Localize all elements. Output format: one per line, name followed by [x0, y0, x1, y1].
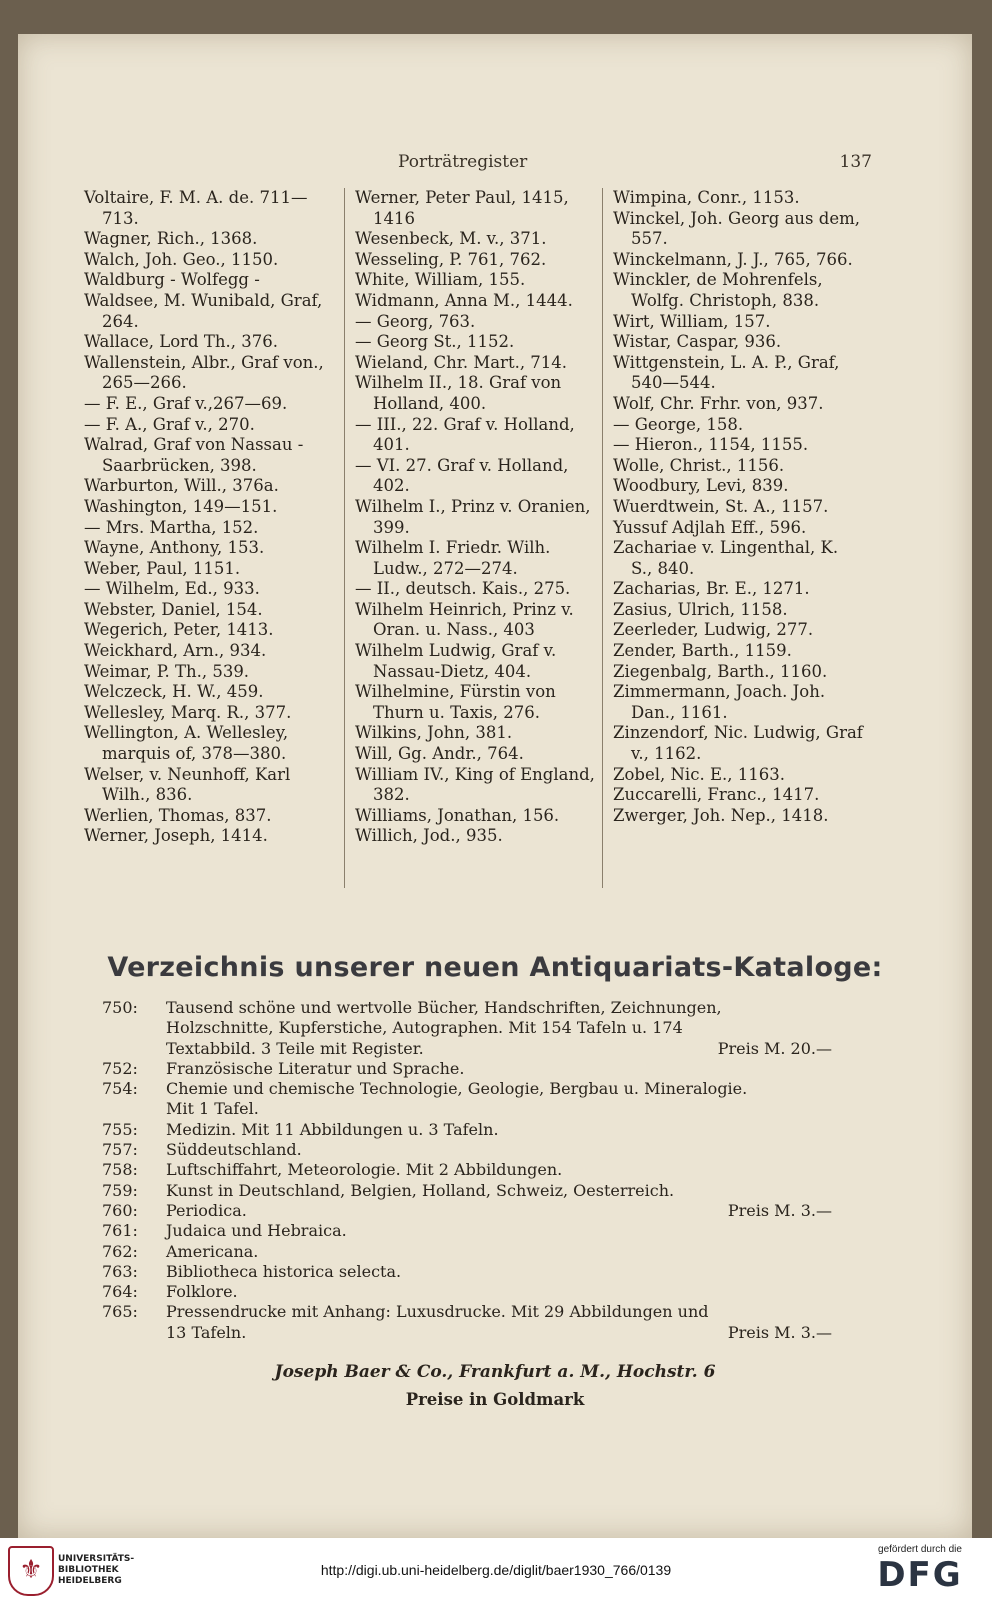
index-entry: — F. A., Graf v., 270. [84, 414, 255, 434]
index-entry: Will, Gg. Andr., 764. [355, 744, 524, 764]
index-entry: Wilhelm Ludwig, Graf v. Nassau-Dietz, 404. [355, 641, 557, 681]
index-entry: Wallenstein, Albr., Graf von., 265—266. [84, 352, 324, 393]
index-entry: Winckel, Joh. Georg aus dem, 557. [613, 208, 860, 249]
catalog-text-line: Medizin. Mit 11 Abbildungen u. 3 Tafeln. [166, 1119, 499, 1139]
catalog-item [102, 1120, 832, 1140]
index-entry: Wayne, Anthony, 153. [84, 538, 265, 558]
catalog-text-line: Kunst in Deutschland, Belgien, Holland, Schweiz, Oesterreich. [166, 1180, 675, 1200]
index-entry: Zuccarelli, Franc., 1417. [613, 785, 820, 805]
catalog-text-line: Französische Literatur und Sprache. [166, 1058, 465, 1078]
index-entry: Wittgenstein, L. A. P., Graf, 540—544. [613, 352, 840, 393]
index-entry: Zimmermann, Joach. Joh. Dan., 1161. [613, 682, 826, 722]
catalog-text-line: Tausend schöne und wertvolle Bücher, Handschriften, Zeichnungen, [166, 998, 722, 1017]
catalog-text-line: Americana. [166, 1241, 259, 1261]
catalog-item [102, 1221, 832, 1241]
page-url-link[interactable]: http://digi.ub.uni-heidelberg.de/diglit/baer1930_766/0139 [320, 1562, 672, 1578]
catalog-price: Preis M. 20.— [717, 1038, 832, 1058]
index-entry: William IV., King of England, 382. [355, 764, 595, 805]
catalog-last-line [166, 1039, 832, 1059]
index-entry: — Georg St., 1152. [355, 332, 515, 352]
catalog-number: 754: [102, 1079, 138, 1099]
index-columns [84, 188, 884, 908]
catalog-last-line [166, 1323, 832, 1343]
index-entry: Zobel, Nic. E., 1163. [613, 764, 785, 784]
index-entry: Wagner, Rich., 1368. [84, 229, 258, 249]
index-entry: Wimpina, Conr., 1153. [613, 188, 800, 207]
dfg-logo[interactable] [860, 1544, 980, 1604]
index-entry: Wieland, Chr. Mart., 714. [355, 352, 568, 372]
index-entry: Widmann, Anna M., 1444. [355, 290, 573, 310]
catalog-list [102, 998, 832, 1343]
index-entry: Zender, Barth., 1159. [613, 641, 792, 661]
catalog-text-line: Chemie und chemische Technologie, Geologie, Bergbau u. Mineralogie. [166, 1079, 748, 1099]
index-entry: Zasius, Ulrich, 1158. [613, 599, 788, 619]
index-entry: Willich, Jod., 935. [355, 826, 503, 846]
index-entry: Wilhelm II., 18. Graf von Holland, 400. [355, 373, 562, 413]
catalog-text-line: 13 Tafeln. [166, 1322, 247, 1342]
index-entry: Yussuf Adjlah Eff., 596. [613, 517, 807, 537]
index-entry: Werlien, Thomas, 837. [84, 805, 272, 825]
index-entry: Weimar, P. Th., 539. [84, 661, 250, 681]
catalog-item [102, 998, 832, 1059]
index-entry: Waldsee, M. Wunibald, Graf, 264. [84, 290, 323, 331]
catalog-number: 758: [102, 1160, 138, 1180]
catalog-number: 752: [102, 1058, 138, 1078]
catalog-item [102, 1181, 832, 1201]
index-entry: Wistar, Caspar, 936. [613, 332, 782, 352]
catalog-number: 759: [102, 1180, 138, 1200]
index-entry: Zwerger, Joh. Nep., 1418. [613, 805, 829, 825]
catalog-number: 763: [102, 1261, 138, 1281]
catalog-item [102, 1242, 832, 1262]
index-entry: Williams, Jonathan, 156. [355, 805, 560, 825]
index-entry: Wilhelmine, Fürstin von Thurn u. Taxis, 276. [355, 682, 556, 722]
catalog-item [102, 1262, 832, 1282]
catalog-number: 762: [102, 1241, 138, 1261]
catalog-text-line: Bibliotheca historica selecta. [166, 1261, 402, 1281]
index-entry: Wegerich, Peter, 1413. [84, 620, 274, 640]
viewer-bottom-bar [0, 1538, 992, 1610]
price-note: Preise in Goldmark [405, 1390, 585, 1409]
index-entry: Wolf, Chr. Frhr. von, 937. [613, 393, 824, 413]
index-entry: Webster, Daniel, 154. [84, 599, 263, 619]
index-entry: — F. E., Graf v.,267—69. [84, 393, 288, 413]
sponsor-caption: gefördert durch die [878, 1544, 962, 1555]
index-entry: Werner, Peter Paul, 1415, 1416 [355, 188, 569, 228]
index-entry: Wilhelm Heinrich, Prinz v. Oran. u. Nass., 403 [355, 599, 574, 640]
index-column-3 [602, 188, 863, 888]
catalog-text-line: Holzschnitte, Kupferstiche, Autographen. Mit 154 Tafeln u. 174 [166, 1018, 683, 1038]
index-entry: Wilhelm I. Friedr. Wilh. Ludw., 272—274. [355, 538, 551, 578]
index-entry: Wellesley, Marq. R., 377. [84, 702, 292, 722]
index-entry: Wolle, Christ., 1156. [613, 455, 785, 475]
page-number: 137 [839, 152, 872, 172]
catalog-price: Preis M. 3.— [727, 1200, 832, 1220]
catalog-heading: Verzeichnis unserer neuen Antiquariats-Kataloge: [107, 952, 883, 983]
index-entry: — VI. 27. Graf v. Holland, 402. [355, 455, 569, 496]
scanned-page [18, 34, 972, 1538]
catalog-number: 765: [102, 1302, 138, 1322]
index-entry: Winckler, de Mohrenfels, Wolfg. Christoph, 838. [613, 270, 823, 310]
catalog-number: 761: [102, 1221, 138, 1241]
catalog-number: 764: [102, 1282, 138, 1302]
publisher-address: Joseph Baer & Co., Frankfurt a. M., Hochstr. 6 [274, 1362, 716, 1382]
index-entry: Woodbury, Levi, 839. [613, 476, 789, 496]
catalog-text-line: Periodica. [166, 1200, 247, 1220]
catalog-item [102, 1079, 832, 1120]
catalog-last-line [166, 1201, 832, 1221]
catalog-text-line: Pressendrucke mit Anhang: Luxusdrucke. Mit 29 Abbildungen und [166, 1302, 709, 1322]
catalog-item [102, 1059, 832, 1079]
page-title: Porträtregister [398, 152, 528, 172]
catalog-text-line: Luftschiffahrt, Meteorologie. Mit 2 Abbildungen. [166, 1160, 563, 1180]
index-entry: Zacharias, Br. E., 1271. [613, 579, 810, 599]
index-entry: Waldburg - Wolfegg - [84, 270, 260, 290]
catalog-text-line: Textabbild. 3 Teile mit Register. [166, 1038, 424, 1058]
index-entry: Voltaire, F. M. A. de. 711—713. [84, 188, 308, 228]
index-entry: Zeerleder, Ludwig, 277. [613, 620, 814, 640]
catalog-item [102, 1160, 832, 1180]
index-entry: Zachariae v. Lingenthal, K. S., 840. [613, 538, 839, 578]
index-entry: Weber, Paul, 1151. [84, 558, 241, 578]
catalog-number: 755: [102, 1119, 138, 1139]
index-entry: Wirt, William, 157. [613, 311, 771, 331]
index-entry: Wesseling, P. 761, 762. [355, 249, 547, 269]
index-column-2 [344, 188, 595, 888]
index-entry: Welser, v. Neunhoff, Karl Wilh., 836. [84, 764, 291, 805]
catalog-item [102, 1282, 832, 1302]
index-entry: Weickhard, Arn., 934. [84, 641, 267, 661]
index-entry: Zinzendorf, Nic. Ludwig, Graf v., 1162. [613, 723, 863, 764]
index-entry: — II., deutsch. Kais., 275. [355, 579, 571, 599]
running-header [18, 152, 972, 178]
index-entry: — Wilhelm, Ed., 933. [84, 579, 260, 599]
catalog-item [102, 1201, 832, 1221]
catalog-item [102, 1302, 832, 1343]
index-entry: Winckelmann, J. J., 765, 766. [613, 249, 853, 269]
index-entry: — Georg, 763. [355, 311, 476, 331]
index-entry: — Mrs. Martha, 152. [84, 517, 259, 537]
catalog-text-line: Süddeutschland. [166, 1140, 302, 1160]
library-name: UNIVERSITÄTS- BIBLIOTHEK HEIDELBERG [58, 1554, 135, 1586]
index-entry: Walrad, Graf von Nassau -Saarbrücken, 398. [84, 435, 304, 475]
index-entry: Wallace, Lord Th., 376. [84, 332, 278, 352]
index-entry: Welczeck, H. W., 459. [84, 682, 264, 702]
catalog-number: 750: [102, 998, 138, 1017]
index-entry: Wuerdtwein, St. A., 1157. [613, 496, 829, 516]
index-entry: Washington, 149—151. [84, 496, 278, 516]
index-entry: Ziegenbalg, Barth., 1160. [613, 661, 828, 681]
index-entry: Wellington, A. Wellesley, marquis of, 378—380. [84, 723, 289, 764]
catalog-text-line: Judaica und Hebraica. [166, 1221, 347, 1241]
university-seal-icon: ⚜ [8, 1546, 54, 1596]
index-entry: Walch, Joh. Geo., 1150. [84, 249, 279, 269]
catalog-number: 760: [102, 1200, 138, 1220]
catalog-price: Preis M. 3.— [727, 1322, 832, 1342]
index-entry: — George, 158. [613, 414, 744, 434]
index-entry: Wesenbeck, M. v., 371. [355, 229, 547, 249]
index-entry: — III., 22. Graf v. Holland, 401. [355, 414, 575, 455]
catalog-text-line: Mit 1 Tafel. [166, 1099, 259, 1119]
catalog-text-line: Folklore. [166, 1282, 238, 1302]
index-column-1 [84, 188, 330, 888]
index-entry: — Hieron., 1154, 1155. [613, 435, 809, 455]
index-entry: Wilkins, John, 381. [355, 723, 513, 743]
index-entry: White, William, 155. [355, 270, 526, 290]
dfg-wordmark: DFG [877, 1555, 963, 1595]
index-entry: Warburton, Will., 376a. [84, 476, 279, 496]
index-entry: Wilhelm I., Prinz v. Oranien, 399. [355, 496, 591, 537]
index-entry: Werner, Joseph, 1414. [84, 826, 268, 846]
catalog-number: 757: [102, 1140, 138, 1160]
catalog-item [102, 1140, 832, 1160]
